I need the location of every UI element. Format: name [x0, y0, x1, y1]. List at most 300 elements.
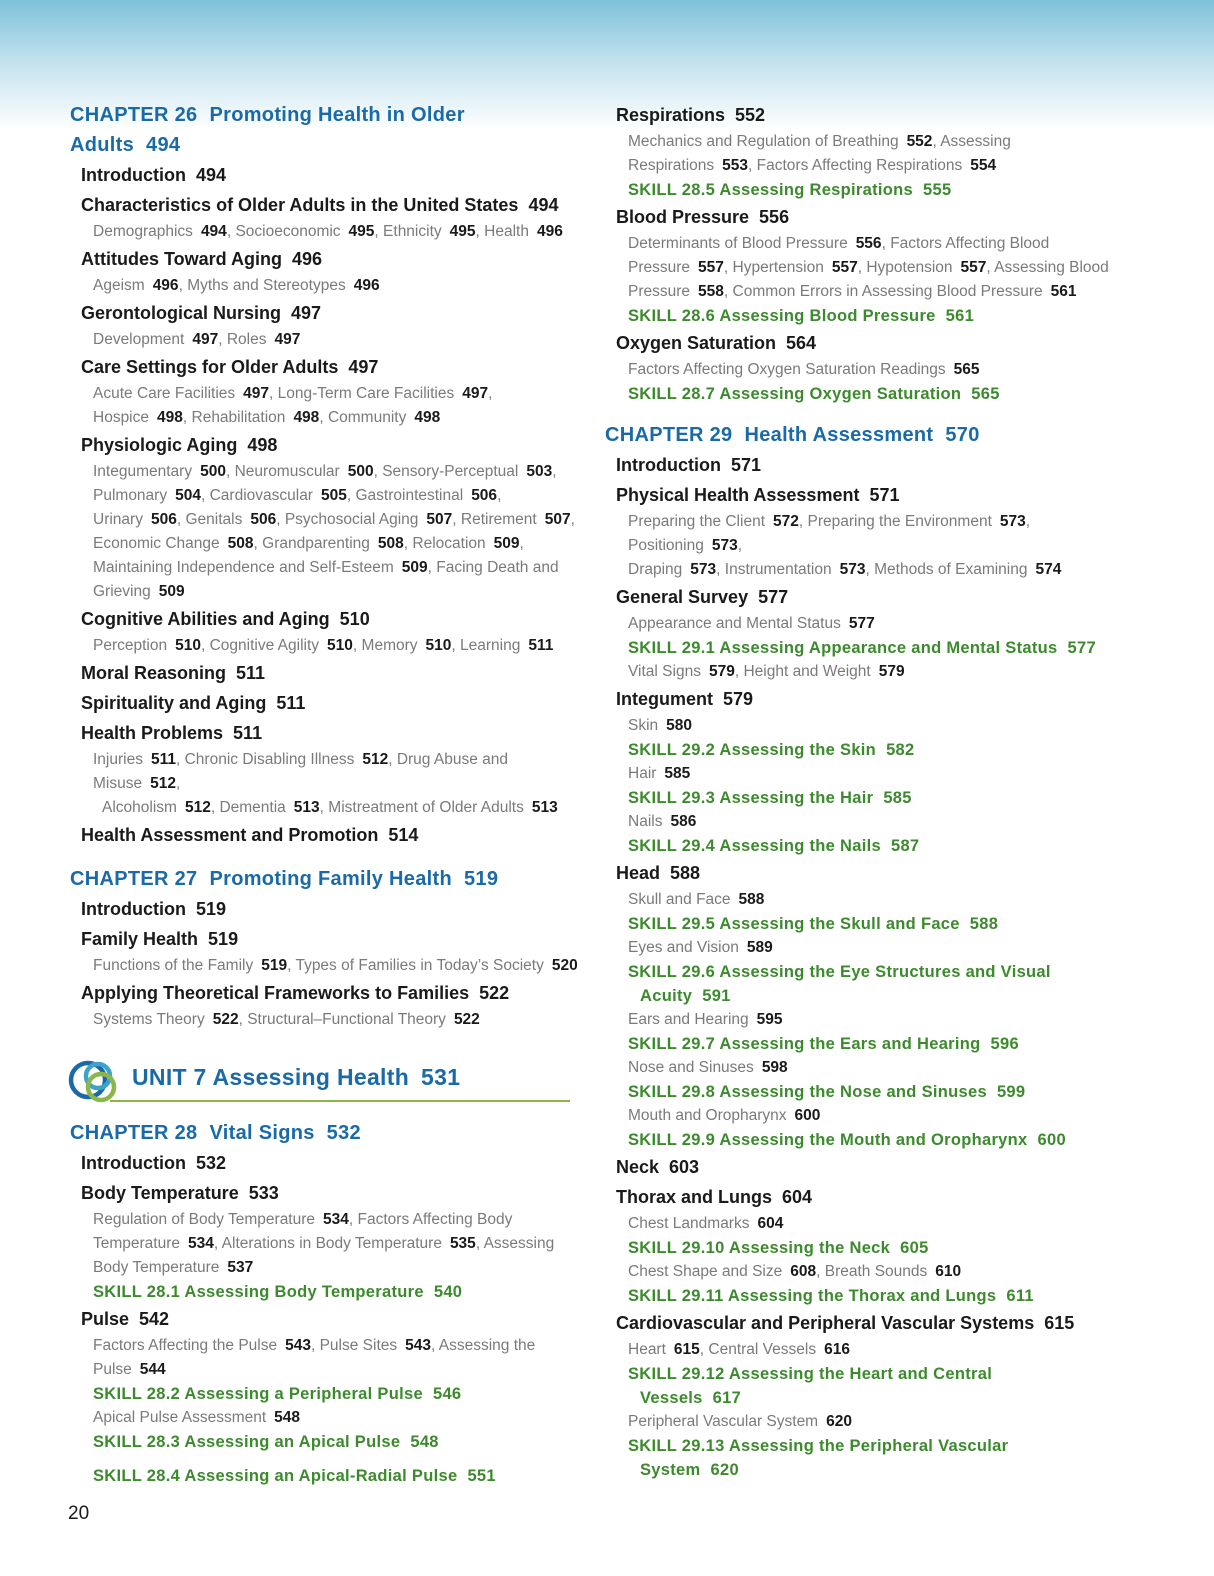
subtopic-title: Body Temperature: [93, 1259, 220, 1276]
subtopic-page: 544: [139, 1361, 166, 1378]
section-title: Gerontological Nursing: [81, 303, 282, 323]
separator: ,: [388, 751, 397, 768]
subtopic-title: Regulation of Body Temperature: [93, 1211, 316, 1228]
section-title: Pulse: [81, 1309, 130, 1329]
separator: ,: [352, 637, 362, 654]
skill-label: SKILL 29.1: [628, 639, 716, 657]
section-heading: [605, 1308, 1115, 1338]
skill-entry: [70, 1280, 580, 1304]
section-title: Neck: [616, 1157, 660, 1177]
section-heading: [70, 820, 580, 850]
separator: ,: [932, 133, 941, 150]
section-heading: [70, 298, 580, 328]
section-heading: [605, 1152, 1115, 1182]
chapter-title: Promoting Health in Older Adults: [70, 104, 465, 156]
section-page: 511: [276, 693, 306, 713]
subtopic-line: [605, 1212, 1115, 1236]
section-title: Introduction: [81, 899, 186, 919]
skill-title-cont: System: [640, 1461, 701, 1479]
toc-left-column: [70, 100, 580, 1488]
skill-label: SKILL 29.2: [628, 741, 716, 759]
separator: ,: [374, 223, 384, 240]
subtopic-page: 604: [757, 1215, 784, 1232]
chapter-label: CHAPTER 29: [605, 424, 733, 446]
subtopic-line: [605, 660, 1115, 684]
subtopic-page: 573: [711, 537, 738, 554]
subtopic-line: [605, 1260, 1115, 1284]
subtopic-title: Perception: [93, 637, 168, 654]
skill-entry-continuation: [605, 1386, 1115, 1410]
skill-title: Assessing the Nose and Sinuses: [719, 1083, 987, 1101]
skill-entry: [605, 834, 1115, 858]
subtopic-page: 557: [960, 259, 987, 276]
subtopic-title: Sensory-Perceptual: [382, 463, 519, 480]
subtopic-page: 565: [953, 361, 980, 378]
subtopic-page: 577: [848, 615, 875, 632]
subtopic-page: 504: [175, 487, 201, 504]
separator: ,: [986, 259, 995, 276]
subtopic-line: [605, 762, 1115, 786]
section-page: 604: [782, 1187, 813, 1207]
subtopic-line: [605, 1104, 1115, 1128]
chapter-page: 519: [463, 868, 499, 890]
chapter-page: 532: [326, 1122, 361, 1144]
subtopic-page: 573: [999, 513, 1026, 530]
section-page: 522: [479, 983, 510, 1003]
skill-page: 577: [1067, 639, 1096, 657]
subtopic-page: 505: [320, 487, 347, 504]
section-title: Body Temperature: [81, 1183, 239, 1203]
subtopic-line: [70, 634, 580, 658]
section-title: Introduction: [81, 165, 186, 185]
subtopic-page: 561: [1050, 283, 1077, 300]
section-title: Blood Pressure: [616, 207, 750, 227]
subtopic-title: Apical Pulse Assessment: [93, 1409, 267, 1426]
skill-entry: [70, 1430, 580, 1454]
subtopic-line: [70, 1232, 580, 1256]
subtopic-title: Dementia: [219, 799, 286, 816]
section-title: General Survey: [616, 587, 749, 607]
subtopic-title: Health: [484, 223, 529, 240]
subtopic-page: 557: [698, 259, 724, 276]
subtopic-title: Eyes and Vision: [628, 939, 739, 956]
section-title: Oxygen Saturation: [616, 333, 777, 353]
subtopic-title: Preparing the Environment: [807, 513, 992, 530]
section-title: Thorax and Lungs: [616, 1187, 773, 1207]
section-heading: [605, 1182, 1115, 1212]
subtopic-title: Pressure: [628, 283, 691, 300]
subtopic-title: Factors Affecting Respirations: [756, 157, 963, 174]
section-title: Health Assessment and Promotion: [81, 825, 379, 845]
skill-entry: [605, 912, 1115, 936]
subtopic-title: Nails: [628, 813, 663, 830]
subtopic-line: [605, 232, 1115, 256]
skill-page: 587: [890, 837, 920, 855]
skill-page: 599: [996, 1083, 1026, 1101]
subtopic-page: 513: [293, 799, 320, 816]
subtopic-title: Types of Families in Today’s Society: [295, 957, 544, 974]
separator: ,: [497, 487, 502, 504]
subtopic-line: [605, 714, 1115, 738]
section-title: Spirituality and Aging: [81, 693, 267, 713]
subtopic-page: 498: [414, 409, 441, 426]
section-title: Characteristics of Older Adults in the United States: [81, 195, 519, 215]
skill-title: Assessing the Nails: [719, 837, 881, 855]
section-page: 556: [759, 207, 790, 227]
section-page: 519: [195, 899, 227, 919]
subtopic-page: 534: [188, 1235, 214, 1252]
subtopic-page: 535: [449, 1235, 476, 1252]
unit-name: Assessing Health: [212, 1064, 410, 1090]
section-heading: [70, 244, 580, 274]
subtopic-title: Neuromuscular: [234, 463, 340, 480]
subtopic-title: Ageism: [93, 277, 145, 294]
unit-page: 531: [421, 1064, 461, 1090]
skill-title: Assessing the Mouth and Oropharynx: [719, 1131, 1028, 1149]
section-page: 494: [195, 165, 227, 185]
subtopic-page: 534: [323, 1211, 349, 1228]
skill-entry: [605, 178, 1115, 202]
section-heading: [70, 190, 580, 220]
section-title: Attitudes Toward Aging: [81, 249, 282, 269]
subtopic-page: 508: [377, 535, 404, 552]
subtopic-title: Chronic Disabling Illness: [184, 751, 355, 768]
subtopic-page: 574: [1035, 561, 1062, 578]
subtopic-page: 552: [906, 133, 933, 150]
subtopic-page: 553: [722, 157, 749, 174]
separator: ,: [488, 385, 493, 402]
subtopic-title: Community: [327, 409, 407, 426]
subtopic-page: 510: [425, 637, 452, 654]
skill-title: Assessing Appearance and Mental Status: [719, 639, 1058, 657]
subtopic-title: Myths and Stereotypes: [187, 277, 346, 294]
subtopic-page: 588: [738, 891, 765, 908]
subtopic-title: Skull and Face: [628, 891, 731, 908]
subtopic-title: Hospice: [93, 409, 149, 426]
subtopic-page: 498: [157, 409, 183, 426]
subtopic-page: 512: [184, 799, 211, 816]
skill-label: SKILL 29.12: [628, 1365, 725, 1383]
section-heading: [70, 1148, 580, 1178]
section-title: Applying Theoretical Frameworks to Families: [81, 983, 470, 1003]
chapter-heading: [70, 100, 580, 160]
subtopic-title: Peripheral Vascular System: [628, 1413, 819, 1430]
section-page: 571: [869, 485, 900, 505]
subtopic-page: 500: [347, 463, 374, 480]
skill-title: Assessing the Peripheral Vascular: [728, 1437, 1009, 1455]
section-title: Respirations: [616, 105, 726, 125]
subtopic-line: [605, 1338, 1115, 1362]
separator: ,: [723, 259, 733, 276]
section-heading: [70, 924, 580, 954]
section-heading: [70, 658, 580, 688]
section-title: Moral Reasoning: [81, 663, 227, 683]
separator: ,: [865, 561, 875, 578]
skill-title: Assessing the Skull and Face: [719, 915, 960, 933]
subtopic-page: 519: [261, 957, 288, 974]
subtopic-title: Instrumentation: [724, 561, 832, 578]
subtopic-page: 558: [698, 283, 724, 300]
subtopic-title: Determinants of Blood Pressure: [628, 235, 848, 252]
subtopic-page: 497: [243, 385, 270, 402]
separator: ,: [238, 1011, 248, 1028]
skill-label: SKILL 28.1: [93, 1283, 181, 1301]
subtopic-line: [70, 328, 580, 352]
section-heading: [70, 978, 580, 1008]
section-page: 615: [1044, 1313, 1075, 1333]
section-page: 532: [195, 1153, 227, 1173]
skill-title-cont: Acuity: [640, 987, 693, 1005]
subtopic-title: Assessing Blood: [994, 259, 1109, 276]
skill-page: 582: [886, 741, 915, 759]
separator: ,: [269, 385, 278, 402]
skill-page: 546: [432, 1385, 462, 1403]
separator: ,: [427, 559, 437, 576]
subtopic-title: Roles: [226, 331, 267, 348]
subtopic-title: Psychosocial Aging: [284, 511, 419, 528]
chapter-label: CHAPTER 26: [70, 104, 198, 126]
separator: ,: [431, 1337, 439, 1354]
unit-title: [132, 1064, 460, 1091]
skill-entry: [605, 1284, 1115, 1308]
skill-title: Assessing the Hair: [719, 789, 874, 807]
subtopic-page: 572: [773, 513, 799, 530]
subtopic-page: 497: [274, 331, 301, 348]
section-heading: [605, 100, 1115, 130]
subtopic-page: 510: [327, 637, 353, 654]
skill-label: SKILL 28.6: [628, 307, 716, 325]
skill-entry: [605, 960, 1115, 984]
subtopic-title: Grandparenting: [262, 535, 370, 552]
skill-page: 588: [969, 915, 999, 933]
separator: ,: [475, 223, 485, 240]
subtopic-title: Grieving: [93, 583, 151, 600]
subtopic-title: Chest Shape and Size: [628, 1263, 783, 1280]
section-title: Cardiovascular and Peripheral Vascular Systems: [616, 1313, 1035, 1333]
skill-label: SKILL 29.7: [628, 1035, 716, 1053]
subtopic-title: Breath Sounds: [824, 1263, 928, 1280]
subtopic-title: Mechanics and Regulation of Breathing: [628, 133, 899, 150]
subtopic-title: Hair: [628, 765, 657, 782]
skill-label: SKILL 29.9: [628, 1131, 716, 1149]
subtopic-line: [70, 1406, 580, 1430]
section-heading: [70, 688, 580, 718]
subtopic-title: Urinary: [93, 511, 143, 528]
subtopic-title: Economic Change: [93, 535, 220, 552]
separator: ,: [699, 1341, 709, 1358]
skill-page: 585: [883, 789, 912, 807]
skill-title: Assessing Blood Pressure: [719, 307, 936, 325]
skill-title: Assessing Respirations: [719, 181, 914, 199]
subtopic-page: 543: [285, 1337, 311, 1354]
skill-label: SKILL 28.5: [628, 181, 716, 199]
subtopic-line: [605, 810, 1115, 834]
separator: ,: [310, 1337, 320, 1354]
subtopic-title: Temperature: [93, 1235, 181, 1252]
section-page: 603: [669, 1157, 700, 1177]
skill-entry: [605, 382, 1115, 406]
subtopic-page: 586: [670, 813, 697, 830]
section-heading: [70, 1178, 580, 1208]
section-title: Integument: [616, 689, 713, 709]
skill-entry: [605, 1080, 1115, 1104]
section-page: 542: [139, 1309, 170, 1329]
separator: ,: [200, 487, 210, 504]
skill-title: Assessing Oxygen Saturation: [719, 385, 962, 403]
subtopic-line: [70, 1334, 580, 1358]
skill-title: Assessing the Ears and Hearing: [719, 1035, 981, 1053]
subtopic-line: [605, 130, 1115, 154]
skill-page: 591: [702, 987, 731, 1005]
skill-title: Assessing a Peripheral Pulse: [184, 1385, 423, 1403]
subtopic-title: Integumentary: [93, 463, 193, 480]
subtopic-page: 497: [192, 331, 219, 348]
subtopic-page: 509: [158, 583, 185, 600]
subtopic-page: 620: [826, 1413, 852, 1430]
separator: ,: [737, 537, 743, 554]
subtopic-title: Alterations in Body Temperature: [221, 1235, 442, 1252]
subtopic-page: 509: [493, 535, 520, 552]
subtopic-page: 543: [405, 1337, 432, 1354]
separator: ,: [734, 663, 744, 680]
skill-entry: [605, 636, 1115, 660]
subtopic-title: Nose and Sinuses: [628, 1059, 754, 1076]
subtopic-page: 522: [453, 1011, 480, 1028]
subtopic-title: Preparing the Client: [628, 513, 765, 530]
chapter-title: Health Assessment: [744, 424, 934, 446]
subtopic-title: Factors Affecting the Pulse: [93, 1337, 278, 1354]
skill-entry: [605, 1434, 1115, 1458]
subtopic-page: 496: [152, 277, 179, 294]
subtopic-title: Common Errors in Assessing Blood Pressure: [732, 283, 1043, 300]
section-heading: [70, 430, 580, 460]
subtopic-title: Hypotension: [866, 259, 953, 276]
subtopic-title: Pulmonary: [93, 487, 168, 504]
subtopic-title: Cognitive Agility: [209, 637, 320, 654]
subtopic-page: 506: [250, 511, 277, 528]
separator: ,: [225, 463, 235, 480]
subtopic-page: 548: [274, 1409, 301, 1426]
subtopic-line: [605, 1008, 1115, 1032]
skill-page: 620: [710, 1461, 739, 1479]
subtopic-title: Systems Theory: [93, 1011, 205, 1028]
subtopic-page: 498: [293, 409, 320, 426]
subtopic-line: [70, 954, 580, 978]
chapter-title: Vital Signs: [209, 1122, 315, 1144]
skill-title: Assessing the Thorax and Lungs: [727, 1287, 997, 1305]
skill-entry-continuation: [605, 1458, 1115, 1482]
section-page: 498: [247, 435, 278, 455]
subtopic-line: [70, 406, 580, 430]
subtopic-page: 496: [353, 277, 380, 294]
skill-title: Assessing Body Temperature: [184, 1283, 424, 1301]
skill-entry: [70, 1382, 580, 1406]
separator: ,: [319, 409, 328, 426]
subtopic-title: Acute Care Facilities: [93, 385, 236, 402]
skill-entry-continuation: [605, 984, 1115, 1008]
subtopic-page: 600: [794, 1107, 821, 1124]
separator: ,: [403, 535, 413, 552]
section-page: 577: [758, 587, 789, 607]
skill-title-cont: Vessels: [640, 1389, 703, 1407]
separator: ,: [748, 157, 757, 174]
subtopic-line: [70, 508, 580, 532]
subtopic-title: Structural–Functional Theory: [247, 1011, 446, 1028]
separator: ,: [182, 409, 192, 426]
chapter-label: CHAPTER 28: [70, 1122, 198, 1144]
subtopic-page: 507: [426, 511, 453, 528]
subtopic-page: 506: [471, 487, 498, 504]
subtopic-title: Assessing: [483, 1235, 555, 1252]
subtopic-title: Factors Affecting Blood: [890, 235, 1050, 252]
skill-label: SKILL 29.5: [628, 915, 716, 933]
separator: ,: [276, 511, 285, 528]
section-page: 564: [786, 333, 817, 353]
skill-label: SKILL 29.10: [628, 1239, 725, 1257]
chapter-page: 570: [945, 424, 980, 446]
skill-page: 540: [433, 1283, 463, 1301]
subtopic-page: 573: [839, 561, 866, 578]
skill-entry: [605, 1362, 1115, 1386]
chapter-page: 494: [146, 134, 181, 156]
unit-label: UNIT 7: [132, 1064, 207, 1090]
subtopic-line: [605, 612, 1115, 636]
section-heading: [605, 858, 1115, 888]
subtopic-page: 556: [855, 235, 882, 252]
chapter-heading: [605, 420, 1115, 450]
chapter-heading: [70, 1118, 580, 1148]
subtopic-title: Skin: [628, 717, 659, 734]
subtopic-title: Injuries: [93, 751, 143, 768]
skill-label: SKILL 28.7: [628, 385, 716, 403]
section-heading: [605, 450, 1115, 480]
section-heading: [70, 160, 580, 190]
section-heading: [605, 480, 1115, 510]
subtopic-title: Facing Death and: [436, 559, 559, 576]
subtopic-page: 580: [666, 717, 693, 734]
skill-title: Assessing the Neck: [728, 1239, 891, 1257]
subtopic-title: Long-Term Care Facilities: [277, 385, 455, 402]
skill-title: Assessing an Apical-Radial Pulse: [184, 1467, 458, 1485]
unit-heading: [70, 1054, 580, 1110]
subtopic-line: [70, 1208, 580, 1232]
section-page: 511: [233, 723, 263, 743]
subtopic-title: Ethnicity: [383, 223, 442, 240]
subtopic-title: Methods of Examining: [874, 561, 1028, 578]
section-page: 497: [291, 303, 322, 323]
chapter-heading: [70, 864, 580, 894]
section-title: Physiologic Aging: [81, 435, 238, 455]
separator: ,: [226, 223, 236, 240]
subtopic-title: Memory: [361, 637, 418, 654]
subtopic-page: 554: [970, 157, 997, 174]
subtopic-line: [70, 580, 580, 604]
section-heading: [605, 582, 1115, 612]
subtopic-line: [70, 556, 580, 580]
subtopic-line: [70, 1008, 580, 1032]
section-page: 588: [670, 863, 701, 883]
subtopic-page: 508: [227, 535, 254, 552]
page-number: 20: [68, 1503, 90, 1524]
subtopic-line: [605, 358, 1115, 382]
subtopic-line: [70, 1358, 580, 1382]
section-title: Physical Health Assessment: [616, 485, 860, 505]
subtopic-page: 537: [227, 1259, 254, 1276]
subtopic-title: Development: [93, 331, 185, 348]
section-page: 571: [730, 455, 762, 475]
subtopic-page: 510: [175, 637, 201, 654]
subtopic-line: [605, 154, 1115, 178]
